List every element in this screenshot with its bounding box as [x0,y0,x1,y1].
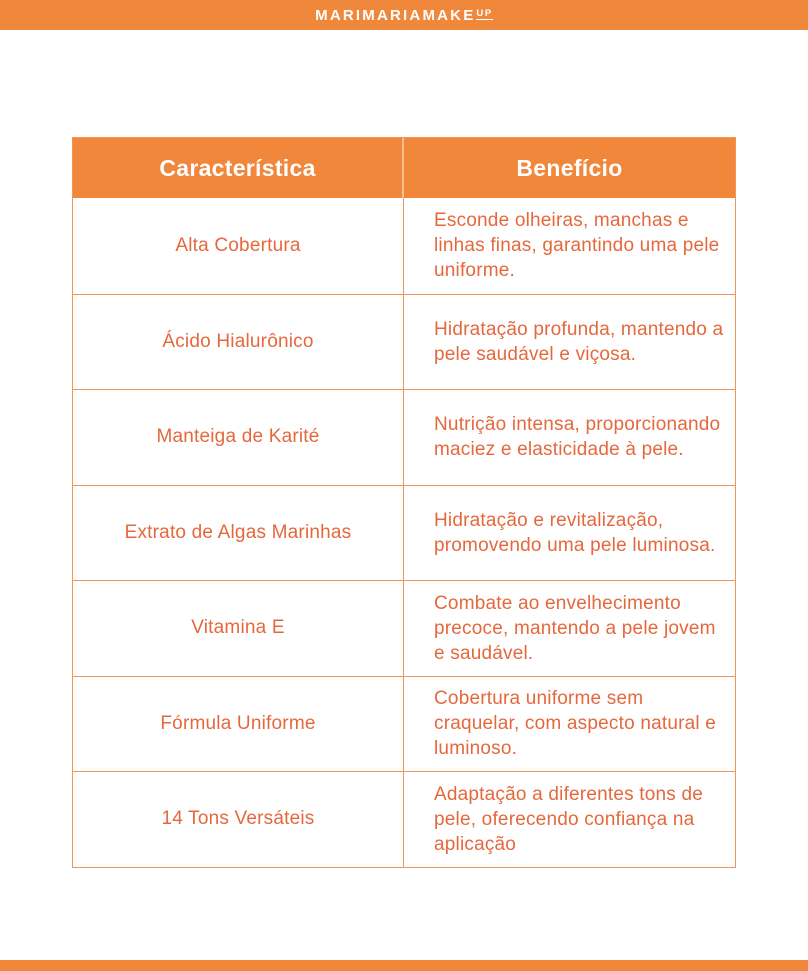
table-row [73,676,735,772]
benefit-cell: Hidratação e revitalização, promovendo uma pele luminosa. [434,509,716,556]
brand-logo-main: MARIMARIAMAKE [315,6,476,24]
brand-footer-bar [0,960,808,971]
table-row [73,485,735,581]
feature-cell: Extrato de Algas Marinhas [73,486,404,581]
feature-cell: Manteiga de Karité [73,390,404,485]
table-row [73,580,735,676]
brand-logo [315,8,493,23]
table-row [73,294,735,390]
feature-cell: 14 Tons Versáteis [73,772,404,867]
benefit-cell: Hidratação profunda, mantendo a pele saudável e viçosa. [434,318,724,365]
benefit-cell: Adaptação a diferentes tons de pele, oferecendo confiança na aplicação [434,783,704,855]
feature-cell: Ácido Hialurônico [73,295,404,390]
benefit-cell: Cobertura uniforme sem craquelar, com aspecto natural e luminoso. [434,688,717,760]
column-header-benefit: Benefício [516,154,623,181]
table-row [73,389,735,485]
feature-cell: Alta Cobertura [73,198,404,294]
feature-cell: Fórmula Uniforme [73,677,404,772]
brand-logo-up: UP [476,7,493,19]
feature-cell: Vitamina E [73,581,404,676]
benefit-cell: Esconde olheiras, manchas e linhas finas, garantindo uma pele uniforme. [434,210,720,282]
benefit-cell: Combate ao envelhecimento precoce, mantendo a pele jovem e saudável. [434,592,716,664]
column-header-feature: Característica [73,138,404,198]
table-row [73,771,735,867]
brand-header-bar [0,0,808,30]
table-row [73,198,735,294]
feature-benefit-table [72,137,736,868]
benefit-cell: Nutrição intensa, proporcionando maciez e elasticidade à pele. [434,414,721,461]
table-header-row [73,138,735,198]
